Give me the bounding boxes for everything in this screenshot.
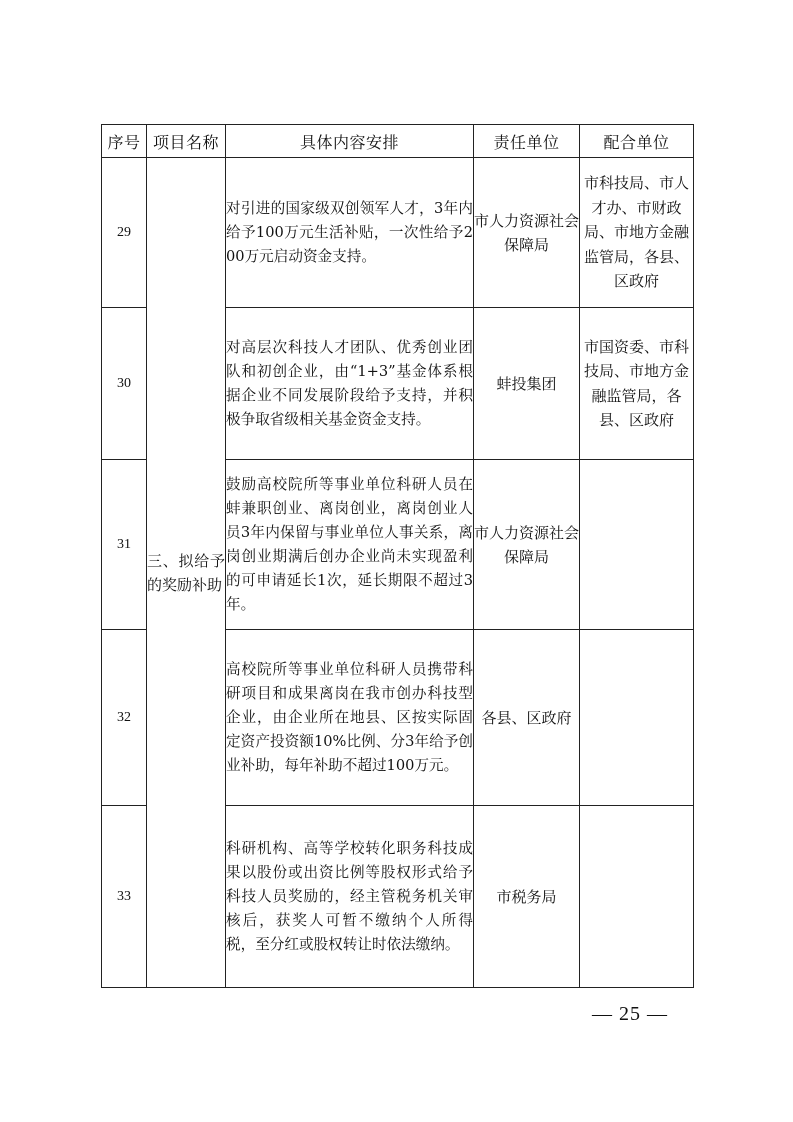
responsible-unit-cell: 各县、区政府 bbox=[474, 630, 580, 806]
header-content: 具体内容安排 bbox=[226, 125, 474, 158]
content-cell: 对高层次科技人才团队、优秀创业团队和初创企业，由“1+3”基金体系根据企业不同发展阶段给予支持，并积极争取省级相关基金资金支持。 bbox=[226, 308, 474, 460]
content-cell: 鼓励高校院所等事业单位科研人员在蚌兼职创业、离岗创业，离岗创业人员3年内保留与事业单位人事关系，离岗创业期满后创办企业尚未实现盈利的可申请延长1次，延长期限不超过3年。 bbox=[226, 460, 474, 630]
cooperating-unit-cell bbox=[580, 460, 694, 630]
page-number: — 25 — bbox=[592, 1003, 668, 1025]
table-row bbox=[102, 158, 694, 308]
row-number: 32 bbox=[102, 630, 147, 806]
responsible-unit-cell: 市税务局 bbox=[474, 806, 580, 988]
responsible-unit-cell: 市人力资源社会保障局 bbox=[474, 158, 580, 308]
cooperating-unit-cell: 市科技局、市人才办、市财政局、市地方金融监管局，各县、区政府 bbox=[580, 158, 694, 308]
header-serial-number: 序号 bbox=[102, 125, 147, 158]
row-number: 30 bbox=[102, 308, 147, 460]
content-cell: 对引进的国家级双创领军人才，3年内给予100万元生活补贴，一次性给予200万元启动资金支持。 bbox=[226, 158, 474, 308]
content-cell: 科研机构、高等学校转化职务科技成果以股份或出资比例等股权形式给予科技人员奖励的，经主管税务机关审核后，获奖人可暂不缴纳个人所得税，至分红或股权转让时依法缴纳。 bbox=[226, 806, 474, 988]
table-header-row bbox=[102, 125, 694, 158]
content-cell: 高校院所等事业单位科研人员携带科研项目和成果离岗在我市创办科技型企业，由企业所在地县、区按实际固定资产投资额10%比例、分3年给予创业补助，每年补助不超过100万元。 bbox=[226, 630, 474, 806]
responsible-unit-cell: 市人力资源社会保障局 bbox=[474, 460, 580, 630]
cooperating-unit-cell bbox=[580, 806, 694, 988]
project-name-cell: 三、拟给予的奖励补助 bbox=[147, 158, 226, 988]
cooperating-unit-cell bbox=[580, 630, 694, 806]
policy-table bbox=[101, 124, 694, 988]
row-number: 29 bbox=[102, 158, 147, 308]
row-number: 31 bbox=[102, 460, 147, 630]
header-cooperating-unit: 配合单位 bbox=[580, 125, 694, 158]
header-project-name: 项目名称 bbox=[147, 125, 226, 158]
cooperating-unit-cell: 市国资委、市科技局、市地方金融监管局，各县、区政府 bbox=[580, 308, 694, 460]
row-number: 33 bbox=[102, 806, 147, 988]
responsible-unit-cell: 蚌投集团 bbox=[474, 308, 580, 460]
header-responsible-unit: 责任单位 bbox=[474, 125, 580, 158]
